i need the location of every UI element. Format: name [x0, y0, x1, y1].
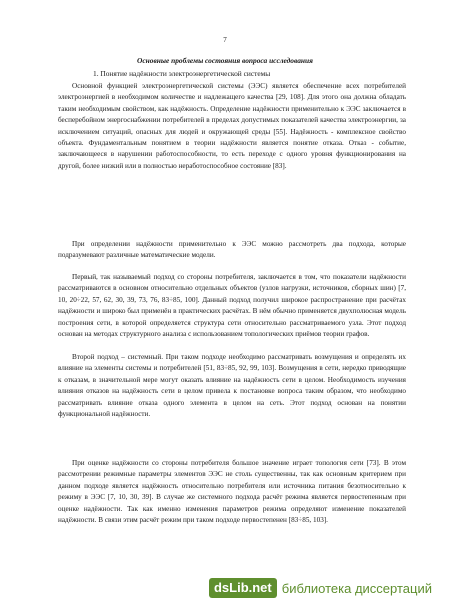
watermark-text: библиотека диссертаций: [281, 580, 432, 596]
paragraph-3: Первый, так называемый подход со стороны потребителя, заключается в том, что показатели надёжности рассматриваются в основном относительно отдельных объектов (узлов нагрузки, источников, сборных шин) [7, 10, 20÷22, 57, 62, 30, 39, 73, 76, 83÷85, 100]. Данный подход получил широкое распространение при расчётах надёжности и широко был применён в практических расчётах. В нём обычно применяется двухполюсная модель построения сети, в которой определяется структура сети относительно рассматриваемого узла. Этот подход основан на методах структурного анализа с использованием топологических приёмов теории графов.: [58, 273, 406, 339]
page-number: 7: [223, 36, 227, 44]
watermark[interactable]: [209, 575, 432, 601]
watermark-logo: dsLib.net: [209, 578, 277, 598]
subsection-heading: 1. Понятие надёжности электроэнергетической системы: [93, 69, 271, 78]
paragraph-1: Основной функцией электроэнергетической системы (ЭЭС) является обеспечение всех потребителей электроэнергией в необходимом количестве и надлежащего качества [29, 108]. Для этого она должна обладать таким необходимым свойством, как надёжность. Определение надёжности применительно к ЭЭС заключается в бесперебойном энергоснабжении потребителей в пределах допустимых показателей качества электроэнергии, за исключением ситуаций, опасных для людей и окружающей среды [55]. Надёжность - комплексное свойство объекта. Фундаментальным понятием в теории надёжности является понятие отказа. Отказ - событие, заключающееся в нарушении работоспособности, то есть переходе с одного уровня функционирования на другой, более низкий или в полностью неработоспособное состояние [83].: [58, 82, 406, 170]
paragraph-5: При оценке надёжности со стороны потребителя большое значение играет топология сети [73]. В этом рассмотрении режимные параметры элементов ЭЭС не столь существенны, так как основным критерием при данном подходе является надёжность относительно потребителя или источника питания безотносительно к режиму в ЭЭС [7, 10, 30, 39]. В случае же системного подхода расчёт режима является первостепенным при оценке надёжности. Так как именно изменения параметров режима определяют изменение показателей надёжности. В связи этим расчёт режим при таком подходе первостепенен [83÷85, 103].: [58, 459, 406, 525]
section-title: Основные проблемы состояния вопроса исследования: [137, 56, 313, 65]
paragraph-4: Второй подход – системный. При таком подходе необходимо рассматривать возмущения и определять их влияние на элементы системы и потребителей [51, 83÷85, 92, 99, 103]. Возмущения в сети, нередко приводящие к отказам, в значительной мере могут оказать влияние на надёжность сети в целом. Необходимость изучения влияния отказов на надёжность сети в целом привела к постановке вопроса таким образом, что необходимо рассматривать влияние отказа одного элемента в целом на сеть. Этот подход основан на понятии функциональной надёжности.: [58, 353, 406, 419]
paragraph-2: При определении надёжности применительно к ЭЭС можно рассмотреть два подхода, которые подразумевают различные математические модели.: [58, 240, 406, 260]
